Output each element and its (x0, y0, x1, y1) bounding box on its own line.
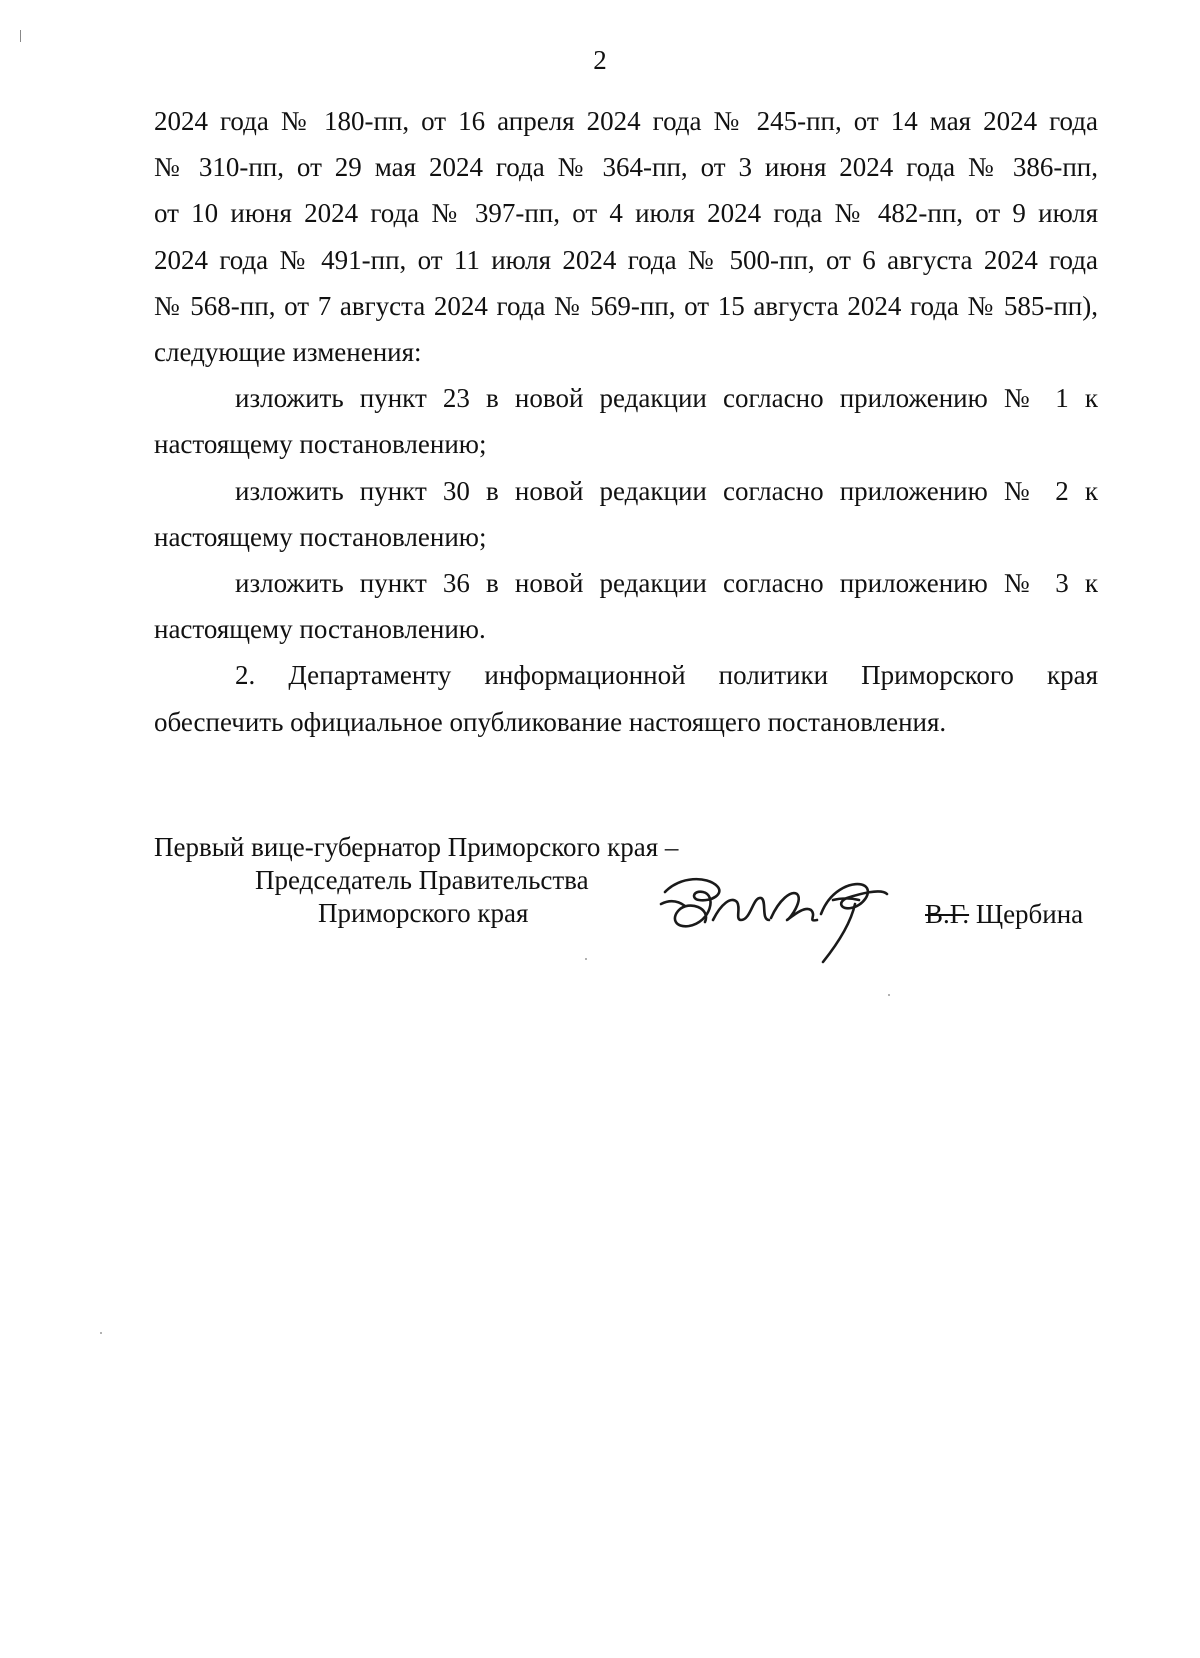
signatory-title-line: Приморского края (318, 898, 529, 928)
scan-speck (100, 1332, 102, 1334)
body-line: следующие изменения: (154, 337, 422, 368)
body-line: 2024 года № 491-пп, от 11 июля 2024 года № 500-пп, от 6 августа 2024 года (154, 244, 1098, 275)
body-line: изложить пункт 23 в новой редакции согласно приложению № 1 к (235, 383, 1098, 414)
scan-speck (888, 994, 890, 996)
signatory-title-line: Председатель Правительства (255, 865, 589, 895)
signer-surname: Щербина (975, 899, 1084, 929)
body-line: настоящему постановлению. (154, 614, 486, 645)
handwritten-signature (655, 870, 895, 970)
signatory-title-line: Первый вице-губернатор Приморского края – (154, 832, 679, 862)
body-line: изложить пункт 36 в новой редакции согласно приложению № 3 к (235, 568, 1098, 599)
body-line: от 10 июня 2024 года № 397-пп, от 4 июля 2024 года № 482-пп, от 9 июля (154, 198, 1098, 229)
body-line: № 310-пп, от 29 мая 2024 года № 364-пп, от 3 июня 2024 года № 386-пп, (154, 152, 1098, 183)
paragraph-item-36 (154, 560, 1098, 652)
paragraph-amendments-list (154, 98, 1098, 375)
body-line: № 568-пп, от 7 августа 2024 года № 569-пп, от 15 августа 2024 года № 585-пп), (154, 290, 1098, 321)
body-line: настоящему постановлению; (154, 521, 487, 552)
signer-initials: В.Г. (925, 899, 970, 929)
document-body (154, 98, 1098, 745)
scan-artifact-mark (20, 30, 21, 42)
body-line: обеспечить официальное опубликование настоящего постановления. (154, 706, 947, 737)
paragraph-publication (154, 652, 1098, 744)
page-number: 2 (593, 45, 607, 75)
scan-speck (585, 958, 587, 960)
signer-name (925, 899, 1083, 929)
body-line: 2024 года № 180-пп, от 16 апреля 2024 года № 245-пп, от 14 мая 2024 года (154, 106, 1098, 136)
paragraph-item-23 (154, 375, 1098, 467)
body-line: изложить пункт 30 в новой редакции согласно приложению № 2 к (235, 475, 1098, 506)
body-line: 2. Департаменту информационной политики Приморского края (235, 660, 1098, 691)
paragraph-item-30 (154, 468, 1098, 560)
body-line: настоящему постановлению; (154, 429, 487, 460)
